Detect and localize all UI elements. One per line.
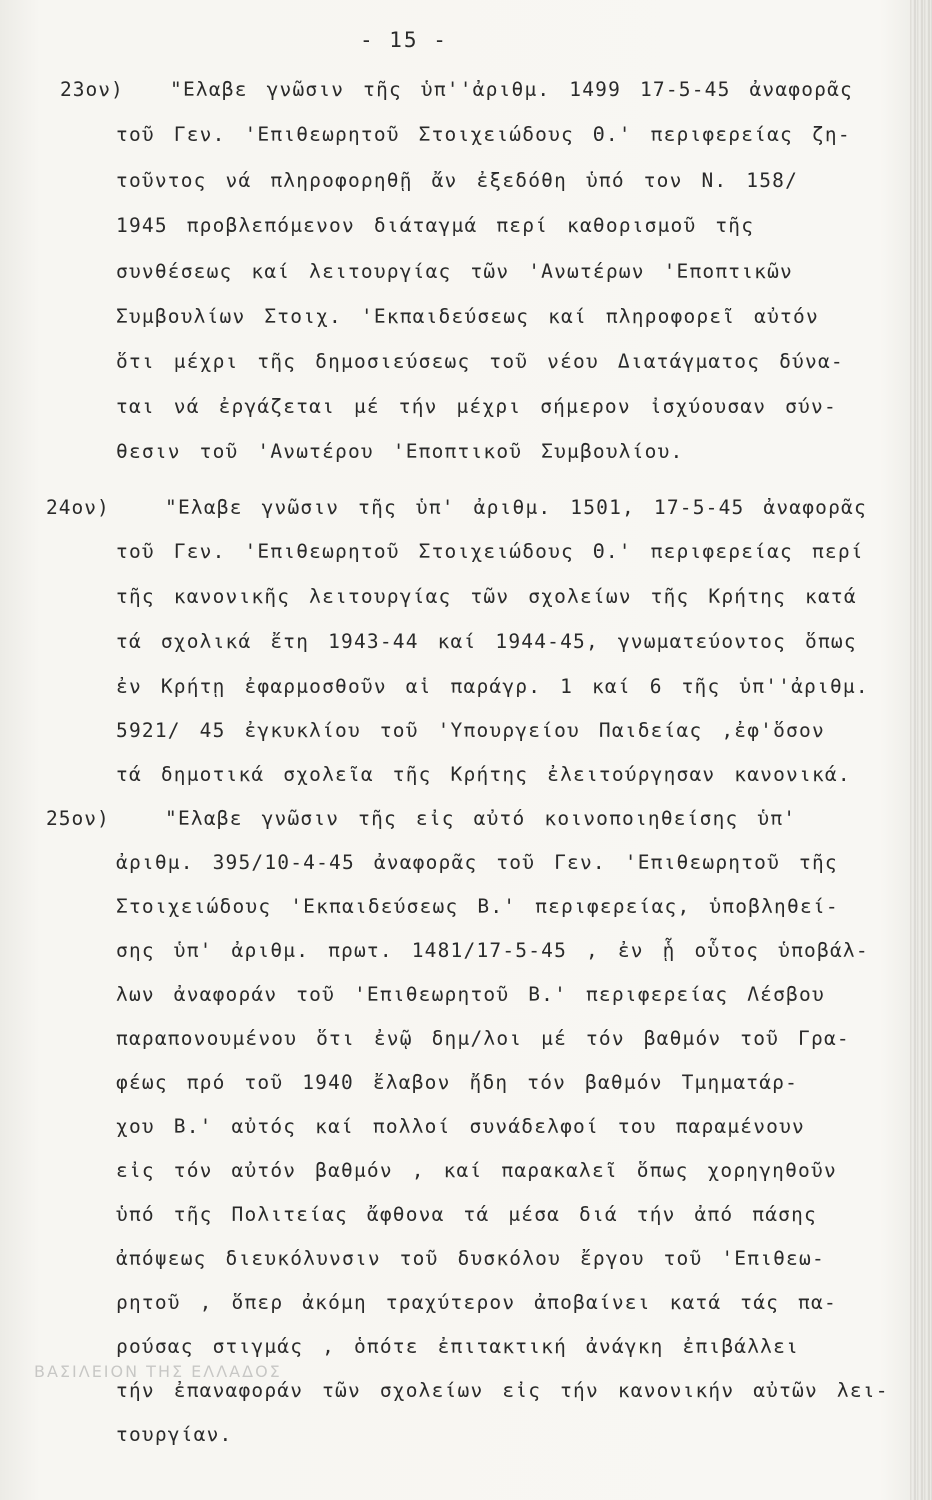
- item-25-line-8: χου Β.' αὐτός καί πολλοί συνάδελφοί του παραμένουν: [116, 1115, 805, 1138]
- item-25-line-13: ρούσας στιγμάς , ὁπότε ἐπιτακτική ἀνάγκη ἐπιβάλλει: [116, 1335, 799, 1358]
- item-23-line-7: ὅτι μέχρι τῆς δημοσιεύσεως τοῦ νέου Διατάγματος δύνα-: [116, 350, 844, 373]
- item-25-line-4: σης ὑπ' ἀριθμ. πρωτ. 1481/17-5-45 , ἐν ᾗ οὗτος ὑποβάλ-: [116, 939, 869, 962]
- faint-stamp-text: ΒΑΣΙΛΕΙΟΝ ΤΗΣ ΕΛΛΑΔΟΣ: [34, 1362, 282, 1381]
- item-25-line-11: ἀπόψεως διευκόλυνσιν τοῦ δυσκόλου ἔργου τοῦ 'Επιθεω-: [116, 1247, 825, 1270]
- item-23-line-2: τοῦ Γεν. 'Επιθεωρητοῦ Στοιχειώδους Θ.' περιφερείας ζη-: [116, 123, 851, 146]
- item-25-line-6: παραπονουμένου ὅτι ἐνῷ δημ/λοι μέ τόν βαθμόν τοῦ Γρα-: [116, 1027, 850, 1050]
- item-23-line-4: 1945 προβλεπόμενον διάταγμά περί καθορισμοῦ τῆς: [116, 214, 755, 237]
- item-25-line-15: τουργίαν.: [116, 1423, 233, 1446]
- item-24-line-6: 5921/ 45 ἐγκυκλίου τοῦ 'Υπουργείου Παιδείας ,ἐφ'ὅσον: [116, 719, 825, 742]
- item-25-line-7: φέως πρό τοῦ 1940 ἔλαβον ἤδη τόν βαθμόν Τμηματάρ-: [116, 1071, 799, 1094]
- item-24-line-4: τά σχολικά ἔτη 1943-44 καί 1944-45, γνωματεύοντος ὅπως: [116, 630, 857, 653]
- item-25-line-14: τήν ἐπαναφοράν τῶν σχολείων εἰς τήν κανονικήν αὐτῶν λει-: [116, 1379, 889, 1402]
- item-label-24: 24ον): [46, 496, 110, 519]
- page-edge-shadow: [910, 0, 932, 1500]
- item-25-line-12: ρητοῦ , ὅπερ ἀκόμη τραχύτερον ἀποβαίνει κατά τάς πα-: [116, 1291, 837, 1314]
- item-label-23: 23ον): [60, 78, 124, 101]
- item-24-line-5: ἐν Κρήτῃ ἐφαρμοσθοῦν αἱ παράγρ. 1 καί 6 τῆς ὑπ''ἀριθμ.: [116, 675, 869, 698]
- item-25-line-3: Στοιχειώδους 'Εκπαιδεύσεως Β.' περιφερείας, ὑποβληθεί-: [116, 895, 839, 918]
- item-label-25: 25ον): [46, 807, 110, 830]
- item-24-line-1: "Ελαβε γνῶσιν τῆς ὑπ' ἀριθμ. 1501, 17-5-45 ἀναφορᾶς: [165, 496, 867, 519]
- item-25-line-5: λων ἀναφοράν τοῦ 'Επιθεωρητοῦ Β.' περιφερείας Λέσβου: [116, 983, 825, 1006]
- item-25-line-9: εἰς τόν αὐτόν βαθμόν , καί παρακαλεῖ ὅπως χορηγηθοῦν: [116, 1159, 837, 1182]
- item-23-line-8: ται νά ἐργάζεται μέ τήν μέχρι σήμερον ἰσχύουσαν σύν-: [116, 395, 837, 418]
- item-25-line-1: "Ελαβε γνῶσιν τῆς εἰς αὐτό κοινοποιηθείσης ὑπ': [165, 807, 797, 830]
- item-23-line-3: τοῦντος νά πληροφορηθῇ ἄν ἐξεδόθη ὑπό τον N. 158/: [116, 169, 799, 192]
- page-number: - 15 -: [360, 28, 448, 52]
- item-24-line-3: τῆς κανονικῆς λειτουργίας τῶν σχολείων τῆς Κρήτης κατά: [116, 585, 857, 608]
- item-24-line-7: τά δημοτικά σχολεῖα τῆς Κρήτης ἐλειτούργησαν κανονικά.: [116, 763, 851, 786]
- item-23-line-5: συνθέσεως καί λειτουργίας τῶν 'Ανωτέρων 'Εποπτικῶν: [116, 260, 793, 283]
- item-23-line-6: Συμβουλίων Στοιχ. 'Εκπαιδεύσεως καί πληροφορεῖ αὐτόν: [116, 305, 819, 328]
- item-23-line-9: θεσιν τοῦ 'Ανωτέρου 'Εποπτικοῦ Συμβουλίου.: [116, 440, 684, 463]
- item-23-line-1: "Ελαβε γνῶσιν τῆς ὑπ''ἀριθμ. 1499 17-5-45 ἀναφορᾶς: [170, 78, 853, 101]
- item-25-line-2: ἀριθμ. 395/10-4-45 ἀναφορᾶς τοῦ Γεν. 'Επιθεωρητοῦ τῆς: [116, 851, 838, 874]
- item-24-line-2: τοῦ Γεν. 'Επιθεωρητοῦ Στοιχειώδους Θ.' περιφερείας περί: [116, 540, 864, 563]
- item-25-line-10: ὑπό τῆς Πολιτείας ἄφθονα τά μέσα διά τήν ἀπό πάσης: [116, 1203, 817, 1226]
